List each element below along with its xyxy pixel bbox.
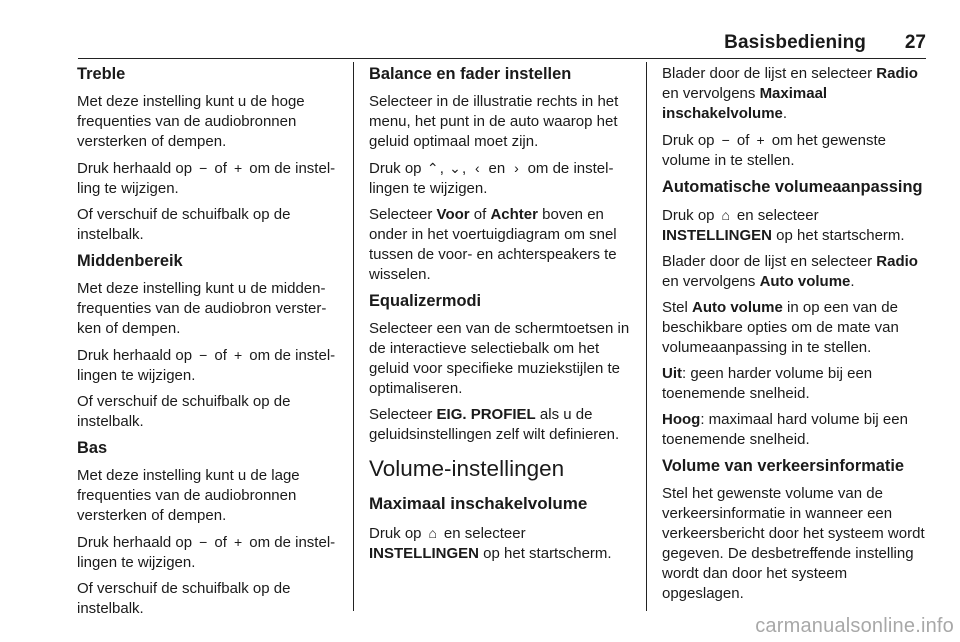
home-icon: ⌂: [428, 525, 437, 541]
header-rule: [78, 58, 926, 59]
volume-settings-heading: Volume-instellingen: [369, 456, 565, 481]
treble-text-2: Druk herhaald op − of + om de instelling te wijzigen.: [77, 160, 336, 197]
auto-volume-text-3: Stel Auto volume in op een van de beschikbare opties om de mate van volumeaanpassing in te stellen.: [662, 299, 899, 356]
section-title: Basisbediening: [724, 32, 866, 53]
treble-text-1: Met deze instelling kunt u de hoge frequenties van de audiobronnen versterken of dempen.: [77, 93, 305, 150]
chevron-up-icon: ⌃: [426, 160, 439, 176]
midrange-text-2: Druk herhaald op − of + om de instellingen te wijzigen.: [77, 347, 336, 384]
max-volume-text-1: Druk op ⌂ en selecteer INSTELLINGEN op het startscherm.: [369, 525, 612, 562]
traffic-volume-heading: Volume van verkeersinformatie: [662, 457, 905, 475]
auto-volume-heading: Automatische volumeaanpassing: [662, 178, 923, 196]
max-volume-text-3: Druk op − of + om het gewenste volume in te stellen.: [662, 132, 886, 169]
home-icon: ⌂: [721, 207, 730, 223]
treble-heading: Treble: [77, 65, 126, 83]
plus-icon: +: [234, 534, 243, 550]
minus-icon: −: [199, 534, 208, 550]
auto-volume-text-1: Druk op ⌂ en selecteer INSTELLINGEN op het startscherm.: [662, 207, 905, 244]
column-divider-2: [646, 62, 647, 611]
bass-text-2: Druk herhaald op − of + om de instellingen te wijzigen.: [77, 534, 336, 571]
plus-icon: +: [234, 160, 243, 176]
traffic-volume-text: Stel het gewenste volume van de verkeersinformatie in wanneer een verkeersbericht door het systeem wordt gegeven. De desbetreffende instelling wordt dan door het systeem opgeslagen.: [662, 485, 925, 602]
midrange-text-1: Met deze instelling kunt u de middenfrequenties van de audiobron versterken of dempen.: [77, 280, 327, 337]
column-1: [77, 64, 339, 625]
chevron-down-icon: ⌄: [449, 160, 461, 176]
plus-icon: +: [234, 347, 243, 363]
balance-text-1: Selecteer in de illustratie rechts in het menu, het punt in de auto waarop het geluid optimaal moet zijn.: [369, 93, 619, 150]
page-number: 27: [904, 32, 926, 53]
treble-text-3: Of verschuif de schuifbalk op de instelbalk.: [77, 206, 291, 243]
minus-icon: −: [199, 347, 208, 363]
equalizer-text-1: Selecteer een van de schermtoetsen in de interactieve selectiebalk om het geluid voor specifieke muziekstijlen te optimaliseren.: [369, 320, 630, 397]
watermark: carmanualsonline.info: [755, 615, 954, 637]
chevron-right-icon: ›: [514, 160, 519, 176]
minus-icon: −: [199, 160, 208, 176]
minus-icon: −: [721, 132, 730, 148]
balance-heading: Balance en fader instellen: [369, 65, 572, 83]
max-volume-heading: Maximaal inschakelvolume: [369, 494, 588, 513]
midrange-text-3: Of verschuif de schuifbalk op de instelbalk.: [77, 393, 291, 430]
midrange-heading: Middenbereik: [77, 252, 183, 270]
bass-text-1: Met deze instelling kunt u de lage frequenties van de audiobronnen versterken of dempen.: [77, 467, 300, 524]
column-3: [662, 64, 928, 610]
auto-volume-text-2: Blader door de lijst en selecteer Radio en vervolgens Auto volume.: [662, 253, 918, 290]
option-high: Hoog: maximaal hard volume bij een toenemende snelheid.: [662, 411, 908, 448]
equalizer-heading: Equalizermodi: [369, 292, 482, 310]
column-2: [369, 64, 633, 570]
max-volume-text-2: Blader door de lijst en selecteer Radio en vervolgens Maximaal inschakelvolume.: [662, 65, 918, 122]
page-header: [78, 32, 926, 60]
plus-icon: +: [756, 132, 765, 148]
balance-text-3: Selecteer Voor of Achter boven en onder in het voertuigdiagram om snel tussen de voor- en achterspeakers te wisselen.: [369, 206, 617, 283]
bass-heading: Bas: [77, 439, 108, 457]
option-off: Uit: geen harder volume bij een toenemende snelheid.: [662, 365, 873, 402]
equalizer-text-2: Selecteer EIG. PROFIEL als u de geluidsinstellingen zelf wilt definieren.: [369, 406, 620, 443]
column-divider-1: [353, 62, 354, 611]
bass-text-3: Of verschuif de schuifbalk op de instelbalk.: [77, 580, 291, 617]
balance-text-2: Druk op ⌃, ⌄, ‹ en › om de instellingen te wijzigen.: [369, 160, 614, 197]
chevron-left-icon: ‹: [475, 160, 480, 176]
